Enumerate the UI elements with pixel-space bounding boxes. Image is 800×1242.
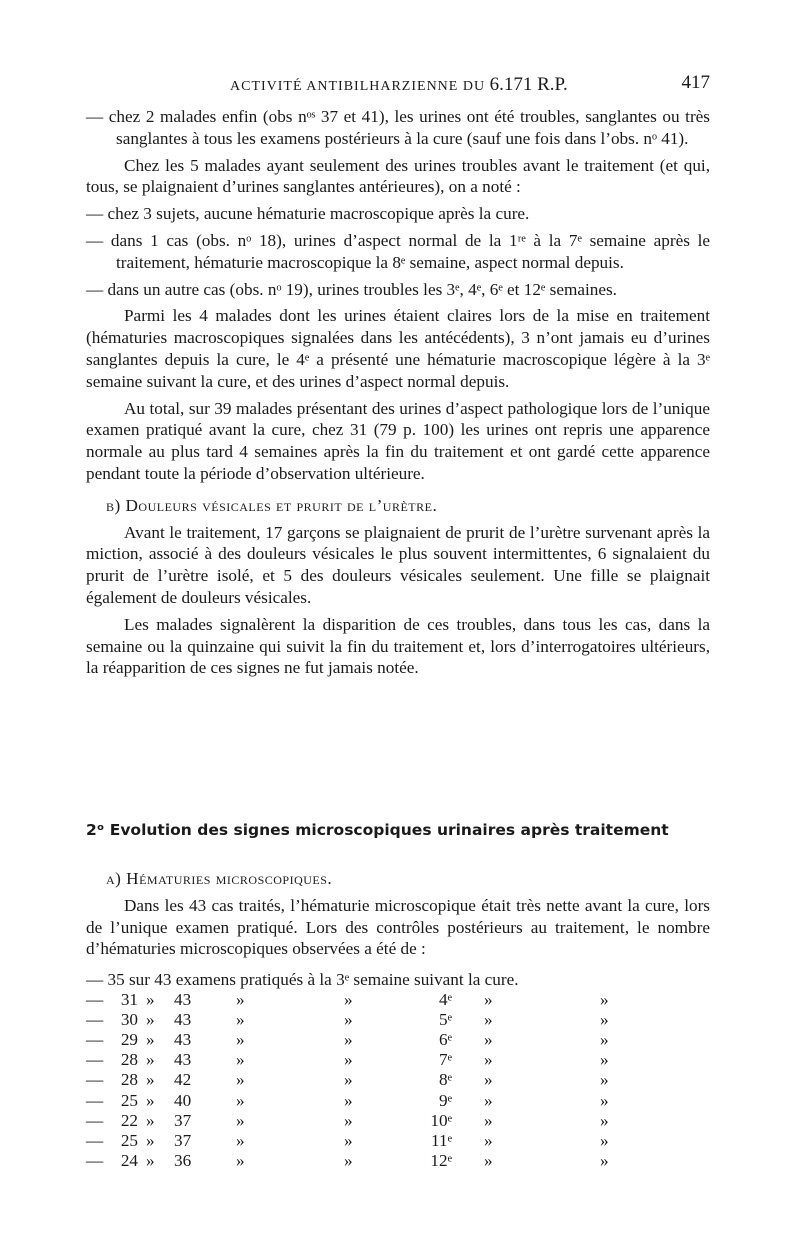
ditto-mark: » [484,1130,493,1150]
week-label: 7ᵉ [439,1050,452,1070]
exam-total: 43 [174,1050,192,1070]
text-block-lower [86,858,710,960]
ditto-mark: » [236,1150,245,1170]
positive-count: 28 [120,1050,138,1070]
ditto-mark: » [236,1070,245,1090]
ditto-mark: » [344,1050,353,1070]
positive-count: 31 [120,990,138,1010]
subheading: a) Hématuries microscopiques. [106,869,333,888]
ditto-mark: » [146,1030,155,1050]
week-label: 5ᵉ [439,1010,452,1030]
positive-count: 24 [120,1150,138,1170]
ditto-mark: » [344,990,353,1010]
list-item: — chez 3 sujets, aucune hématurie macroscopique après la cure. [86,204,530,224]
ditto-mark: » [600,990,609,1010]
table-row [86,990,710,1010]
week-label: 10ᵉ [430,1110,452,1130]
ditto-mark: » [146,1050,155,1070]
ditto-mark: » [600,1010,609,1030]
week-label: 11ᵉ [431,1130,452,1150]
ditto-mark: » [484,1030,493,1050]
ditto-mark: » [344,1130,353,1150]
exam-total: 43 [174,990,192,1010]
positive-count: 22 [120,1110,138,1130]
paragraph: Chez les 5 malades ayant seulement des urines troubles avant le traitement (et qui, tous, se plaignaient d’urines sanglantes antérieures), on a noté : [86,155,710,197]
ditto-mark: » [344,1110,353,1130]
table-row [86,1070,710,1090]
ditto-mark: » [236,1090,245,1110]
ditto-mark: » [600,1070,609,1090]
ditto-mark: » [600,1130,609,1150]
paragraph: — chez 2 malades enfin (obs nᵒˢ 37 et 41), les urines ont été troubles, sanglantes ou très sanglantes à tous les examens postérieurs à la cure (sauf une fois dans l’obs. nᵒ 41). [86,107,710,148]
paragraph: Avant le traitement, 17 garçons se plaignaient de prurit de l’urètre survenant après la miction, associé à des douleurs vésicales le plus souvent intermittentes, 6 signalaient du prurit de l’urètre isolé, et 5 des douleurs vésicales seulement. Une fille se plaignait également de douleurs vésicales. [86,522,710,607]
exam-total: 36 [174,1150,192,1170]
exam-total: 42 [174,1070,192,1090]
ditto-mark: » [236,1110,245,1130]
positive-count: 28 [120,1070,138,1090]
table-row [86,1111,710,1131]
row-dash: — [86,1070,104,1090]
ditto-mark: » [344,1070,353,1090]
ditto-mark: » [484,1150,493,1170]
week-label: 8ᵉ [439,1070,452,1090]
ditto-mark: » [236,1050,245,1070]
ditto-mark: » [146,1130,155,1150]
section-heading: 2ᵒ Evolution des signes microscopiques urinaires après traitement [86,821,669,839]
ditto-mark: » [484,1090,493,1110]
row-dash: — [86,990,104,1010]
exam-total: 37 [174,1110,192,1130]
ditto-mark: » [484,1070,493,1090]
week-label: 6ᵉ [439,1030,452,1050]
exam-total: 43 [174,1030,192,1050]
week-label: 9ᵉ [439,1090,452,1110]
header-title: ACTIVITÉ ANTIBILHARZIENNE DU [230,79,486,94]
ditto-mark: » [484,1110,493,1130]
ditto-mark: » [600,1050,609,1070]
table-row [86,1131,710,1151]
table-row [86,1010,710,1030]
running-header [230,74,710,96]
ditto-mark: » [484,1010,493,1030]
table-row [86,1030,710,1050]
exam-total: 37 [174,1130,192,1150]
ditto-mark: » [236,1010,245,1030]
ditto-mark: » [146,1150,155,1170]
exam-total: 40 [174,1090,192,1110]
subheading: b) Douleurs vésicales et prurit de l’urètre. [106,495,438,515]
row-dash: — [86,1110,104,1130]
ditto-mark: » [600,1030,609,1050]
ditto-mark: » [236,1030,245,1050]
exam-table [86,970,710,1171]
ditto-mark: » [344,1090,353,1110]
ditto-mark: » [146,1010,155,1030]
table-row [86,1050,710,1070]
ditto-mark: » [236,1130,245,1150]
paragraph: Au total, sur 39 malades présentant des urines d’aspect pathologique lors de l’unique examen pratiqué avant la cure, chez 31 (79 p. 100) les urines ont repris une apparence normale au plus tard 4 semaines après la fin du traitement et ont gardé cette apparence pendant toute la période d’observation ultérieure. [86,398,710,483]
ditto-mark: » [484,1050,493,1070]
positive-count: 25 [120,1130,138,1150]
ditto-mark: » [146,1070,155,1090]
ditto-mark: » [600,1090,609,1110]
ditto-mark: » [600,1110,609,1130]
row-dash: — [86,1130,104,1150]
ditto-mark: » [344,1030,353,1050]
paragraph: Parmi les 4 malades dont les urines étaient claires lors de la mise en traitement (hématuries macroscopiques signalées dans les antécédents), 3 n’ont jamais eu d’urines sanglantes depuis la cure, le 4ᵉ a présenté une hématurie macroscopique légère à la 3ᵉ semaine suivant la cure, et des urines d’aspect normal depuis. [86,306,710,391]
page-number: 417 [681,72,710,93]
positive-count: 29 [120,1030,138,1050]
list-item: — dans un autre cas (obs. nᵒ 19), urines troubles les 3ᵉ, 4ᵉ, 6ᵉ et 12ᵉ semaines. [86,279,617,299]
row-dash: — [86,1150,104,1170]
week-label: 12ᵉ [430,1150,452,1170]
text-block-upper [86,106,710,679]
header-compound: 6.171 R.P. [489,74,568,95]
ditto-mark: » [344,1010,353,1030]
positive-count: 25 [120,1090,138,1110]
exam-first-row: — 35 sur 43 examens pratiqués à la 3ᵉ semaine suivant la cure. [86,970,519,989]
row-dash: — [86,1010,104,1030]
list-item: — dans 1 cas (obs. nᵒ 18), urines d’aspect normal de la 1ʳᵉ à la 7ᵉ semaine après le traitement, hématurie macroscopique la 8ᵉ semaine, aspect normal depuis. [86,230,710,272]
week-label: 4ᵉ [439,990,452,1010]
row-dash: — [86,1090,104,1110]
exam-total: 43 [174,1010,192,1030]
ditto-mark: » [146,1090,155,1110]
ditto-mark: » [146,1110,155,1130]
exam-rows [86,990,710,1171]
ditto-mark: » [146,990,155,1010]
row-dash: — [86,1030,104,1050]
table-row [86,1091,710,1111]
ditto-mark: » [484,990,493,1010]
table-row [86,970,710,990]
ditto-mark: » [600,1150,609,1170]
ditto-mark: » [236,990,245,1010]
positive-count: 30 [120,1010,138,1030]
paragraph: Les malades signalèrent la disparition de ces troubles, dans tous les cas, dans la semaine ou la quinzaine qui suivit la fin du traitement et, lors d’interrogatoires ultérieurs, la réapparition de ces signes ne fut jamais notée. [86,614,710,678]
ditto-mark: » [344,1150,353,1170]
table-row [86,1151,710,1171]
row-dash: — [86,1050,104,1070]
paragraph: Dans les 43 cas traités, l’hématurie microscopique était très nette avant la cure, lors de l’unique examen pratiqué. Lors des contrôles postérieurs au traitement, le nombre d’hématuries microscopiques observées a été de : [86,895,710,959]
